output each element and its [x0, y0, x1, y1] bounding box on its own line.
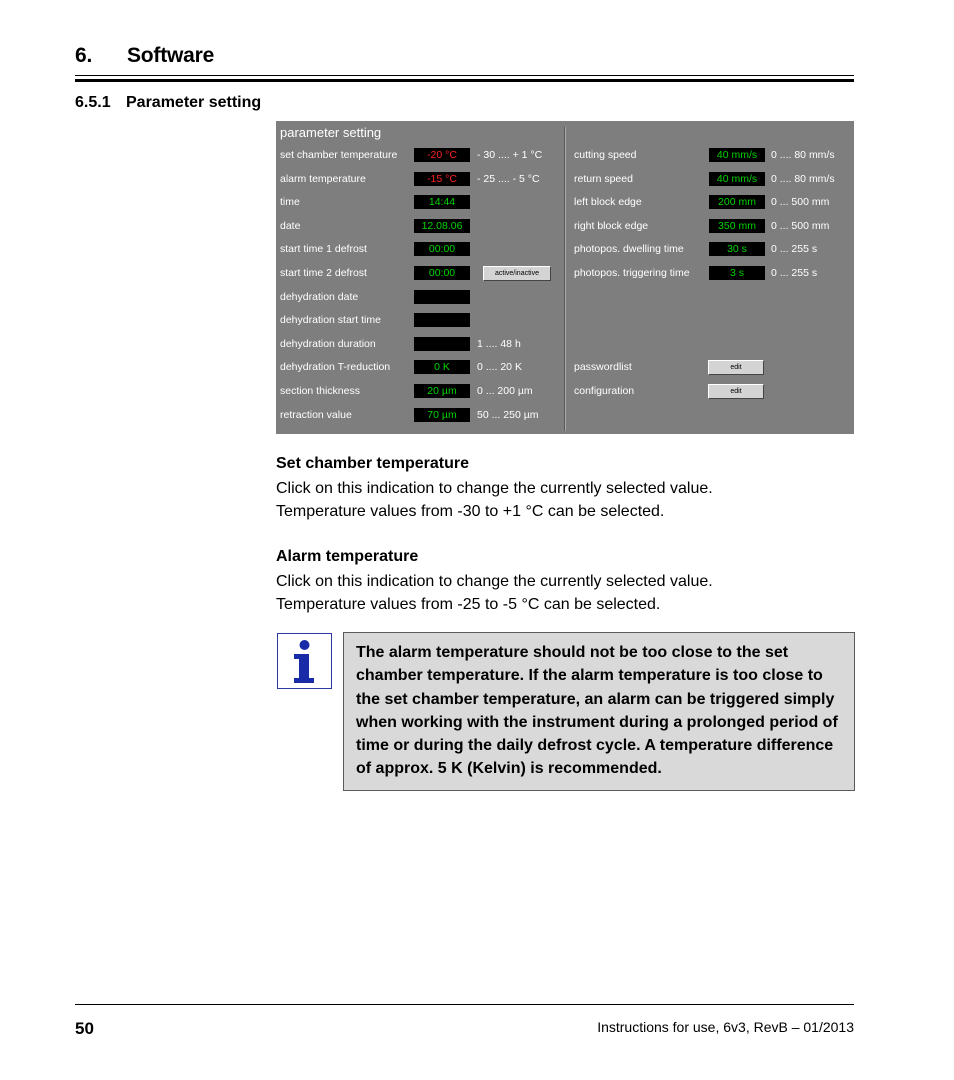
alarm-line-2: Temperature values from -25 to -5 °C can be selected. — [276, 596, 661, 613]
parameter-row — [574, 147, 850, 163]
parameter-label: set chamber temperature — [280, 149, 398, 161]
parameter-label: photopos. triggering time — [574, 267, 690, 279]
parameter-value[interactable] — [414, 290, 470, 304]
parameter-range: 0 ... 255 s — [771, 243, 818, 256]
parameter-label: dehydration T-reduction — [280, 361, 391, 374]
page-number: 50 — [75, 1019, 94, 1038]
parameter-value[interactable]: -15 °C — [414, 172, 470, 186]
parameter-range: 50 ... 250 µm — [477, 408, 539, 421]
parameter-value[interactable]: 40 mm/s — [709, 172, 765, 186]
info-note: The alarm temperature should not be too close to the set chamber temperature. If the alarm temperature is too close to the set chamber temperature, an alarm can be triggered simply when working with the instrument during a prolonged period of time or during the daily defrost cycle. A temperature difference of approx. 5 K (Kelvin) is recommended. — [343, 632, 855, 791]
parameter-value[interactable]: 12.08.06 — [414, 219, 470, 233]
parameter-setting-screen — [276, 121, 854, 434]
edit-button[interactable]: edit — [708, 384, 764, 399]
parameter-value[interactable]: 200 mm — [709, 195, 765, 209]
parameter-range: 1 .... 48 h — [477, 337, 521, 350]
parameter-row — [280, 218, 560, 234]
parameter-range: 0 ... 255 s — [771, 267, 818, 279]
parameter-row — [280, 265, 560, 281]
parameter-row — [574, 218, 850, 234]
set-chamber-line-1: Click on this indication to change the currently selected value. — [276, 480, 713, 497]
parameter-row — [280, 359, 560, 375]
screen-divider — [564, 127, 565, 431]
parameter-value[interactable]: 20 µm — [414, 384, 470, 398]
parameter-value[interactable]: -20 °C — [414, 148, 470, 162]
parameter-row — [280, 289, 560, 305]
parameter-row — [280, 194, 560, 210]
alarm-heading: Alarm temperature — [276, 548, 419, 565]
parameter-range: 0 .... 80 mm/s — [771, 149, 835, 161]
parameter-row — [574, 171, 850, 187]
parameter-range: 0 ... 500 mm — [771, 219, 830, 232]
parameter-label: dehydration start time — [280, 314, 381, 327]
setting-label: configuration — [574, 385, 635, 397]
parameter-row — [574, 265, 850, 281]
parameter-range: 0 ... 500 mm — [771, 196, 830, 209]
set-chamber-line-2: Temperature values from -30 to +1 °C can be selected. — [276, 503, 665, 520]
parameter-row — [574, 194, 850, 210]
parameter-range: 0 .... 20 K — [477, 361, 522, 374]
header-rule-thin — [75, 75, 854, 76]
section-title — [75, 94, 261, 112]
parameter-row — [280, 171, 560, 187]
section-number: 6.5.1 — [75, 94, 111, 111]
setting-label: passwordlist — [574, 361, 632, 374]
parameter-value[interactable]: 3 s — [709, 266, 765, 280]
parameter-value[interactable] — [414, 337, 470, 351]
parameter-row — [280, 312, 560, 328]
parameter-row — [280, 407, 560, 423]
parameter-label: alarm temperature — [280, 172, 366, 185]
document-info: Instructions for use, 6v3, RevB – 01/2013 — [597, 1019, 854, 1035]
info-icon — [277, 633, 332, 689]
parameter-value[interactable]: 70 µm — [414, 408, 470, 422]
active-inactive-button[interactable]: active/inactive — [483, 266, 551, 281]
parameter-label: section thickness — [280, 385, 360, 397]
edit-button[interactable]: edit — [708, 360, 764, 375]
parameter-label: left block edge — [574, 196, 642, 209]
parameter-row — [280, 336, 560, 352]
parameter-value[interactable]: 00:00 — [414, 266, 470, 280]
footer-rule — [75, 1004, 854, 1005]
alarm-line-1: Click on this indication to change the currently selected value. — [276, 573, 713, 590]
chapter-number: 6. — [75, 44, 93, 67]
screen-title: parameter setting — [280, 125, 382, 140]
chapter-title — [75, 44, 214, 68]
parameter-row — [280, 383, 560, 399]
parameter-value[interactable]: 40 mm/s — [709, 148, 765, 162]
section-title-text: Parameter setting — [126, 94, 262, 111]
parameter-label: right block edge — [574, 219, 649, 232]
parameter-label: return speed — [574, 172, 633, 185]
parameter-row — [280, 147, 560, 163]
setting-row — [574, 383, 850, 399]
parameter-label: cutting speed — [574, 149, 637, 161]
parameter-range: 0 ... 200 µm — [477, 385, 533, 397]
parameter-value[interactable]: 00:00 — [414, 242, 470, 256]
parameter-label: retraction value — [280, 408, 352, 421]
setting-row — [574, 359, 850, 375]
parameter-label: dehydration duration — [280, 337, 376, 350]
chapter-title-text: Software — [127, 44, 215, 67]
parameter-range: - 30 .... + 1 °C — [477, 149, 543, 161]
parameter-range: - 25 .... - 5 °C — [477, 172, 540, 185]
parameter-value[interactable] — [414, 313, 470, 327]
header-rule-thick — [75, 79, 854, 82]
parameter-row — [280, 241, 560, 257]
parameter-value[interactable]: 350 mm — [709, 219, 765, 233]
parameter-label: dehydration date — [280, 290, 359, 303]
parameter-value[interactable]: 30 s — [709, 242, 765, 256]
parameter-value[interactable]: 14:44 — [414, 195, 470, 209]
parameter-label: time — [280, 196, 300, 209]
parameter-range: 0 .... 80 mm/s — [771, 172, 835, 185]
parameter-label: photopos. dwelling time — [574, 243, 684, 256]
set-chamber-heading: Set chamber temperature — [276, 455, 469, 472]
parameter-value[interactable]: 0 K — [414, 360, 470, 374]
parameter-label: start time 1 defrost — [280, 243, 367, 256]
parameter-row — [574, 241, 850, 257]
parameter-label: date — [280, 219, 301, 232]
parameter-label: start time 2 defrost — [280, 267, 367, 279]
